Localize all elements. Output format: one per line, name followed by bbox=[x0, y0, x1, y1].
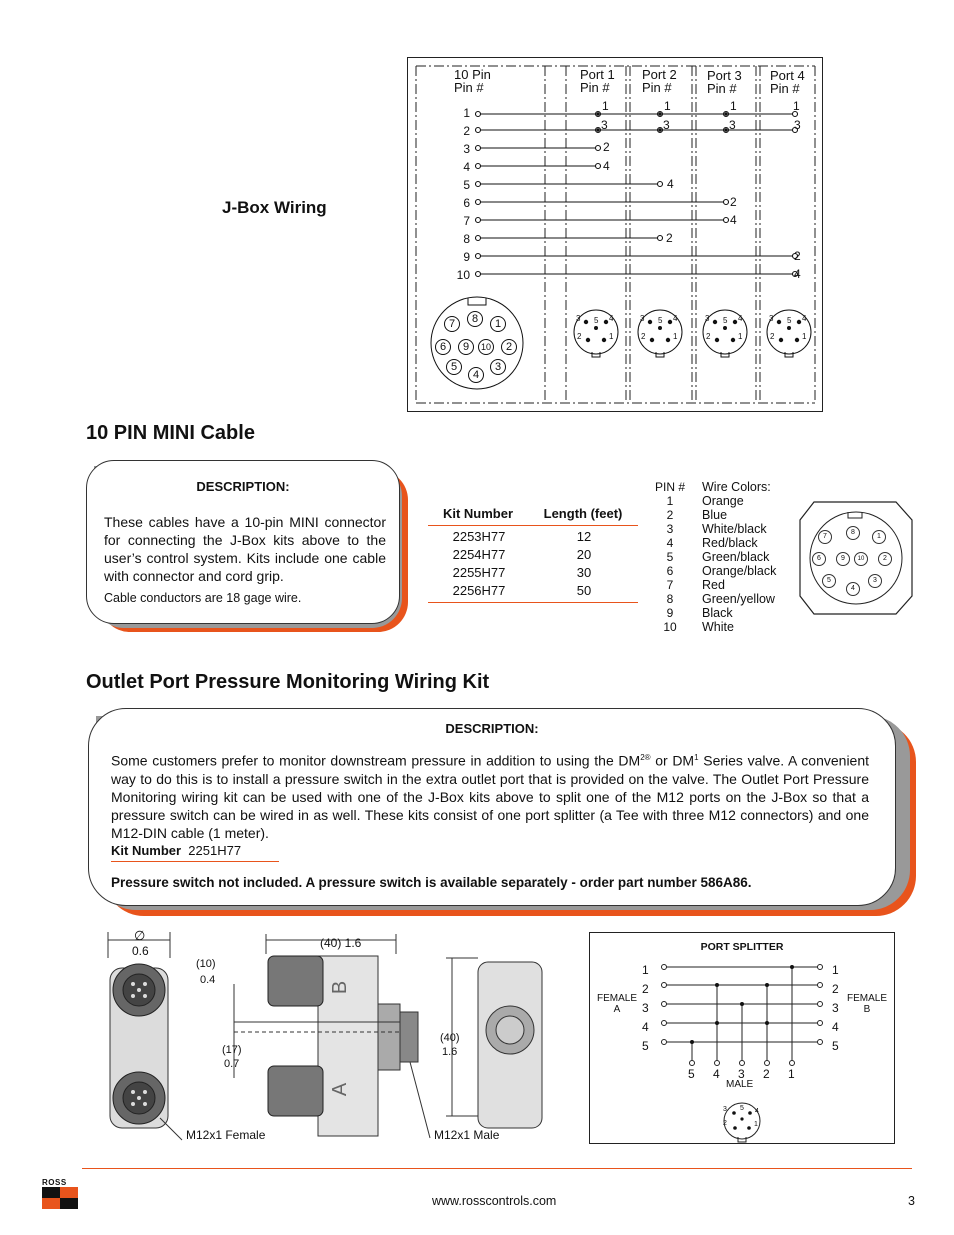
female-b-label bbox=[842, 993, 892, 1015]
female-a-label bbox=[592, 993, 642, 1015]
connector-pin: 10 bbox=[478, 339, 494, 355]
port-splitter-diagram bbox=[589, 932, 895, 1144]
header-line: Port 4 bbox=[770, 68, 805, 83]
connector-pin: 3 bbox=[769, 314, 774, 323]
kit-number: 2253H77 bbox=[452, 529, 506, 544]
dim-label: (40) 1.6 bbox=[320, 936, 362, 950]
length: 30 bbox=[576, 565, 592, 580]
connector-pin: 1 bbox=[609, 332, 614, 341]
pin: 3 bbox=[832, 1001, 839, 1015]
pin: 4 bbox=[666, 536, 674, 550]
pin: 1 bbox=[666, 494, 674, 508]
connector-pin: 1 bbox=[802, 332, 807, 341]
jbox-col-header-port4 bbox=[770, 69, 805, 95]
pin: 1 bbox=[642, 963, 649, 977]
dim-label: (40) bbox=[440, 1032, 460, 1044]
wire-color: Green/yellow bbox=[702, 592, 775, 606]
wire-color: Black bbox=[702, 606, 733, 620]
pin: 5 bbox=[832, 1039, 839, 1053]
connector-pin: 3 bbox=[723, 1106, 727, 1113]
outlet-heading: Outlet Port Pressure Monitoring Wiring Kit bbox=[86, 671, 490, 693]
pin: 10 bbox=[663, 620, 677, 634]
length: 20 bbox=[576, 547, 592, 562]
connector-pin: 5 bbox=[740, 1105, 744, 1112]
mini-cable-heading: 10 PIN MINI Cable bbox=[86, 422, 255, 444]
outlet-description-card bbox=[88, 708, 896, 906]
header-line: Pin # bbox=[642, 80, 672, 95]
connector-pin: 4 bbox=[673, 314, 678, 323]
wire-color: Green/black bbox=[702, 550, 770, 564]
svg-text:4: 4 bbox=[794, 267, 801, 281]
dim-label: 1.6 bbox=[442, 1046, 458, 1058]
connector-pin: 1 bbox=[490, 316, 506, 332]
pin: 4 bbox=[642, 1020, 649, 1034]
connector-pin: 7 bbox=[818, 530, 832, 544]
connector-pin: 3 bbox=[868, 574, 882, 588]
wire-color: White bbox=[702, 620, 734, 634]
wire-color: Orange bbox=[702, 494, 744, 508]
connector-pin: 5 bbox=[822, 574, 836, 588]
male-label: M12x1 Male bbox=[434, 1128, 500, 1142]
footer-url[interactable]: www.rosscontrols.com bbox=[432, 1194, 557, 1208]
pin: 3 bbox=[666, 522, 674, 536]
pin-number: 8 bbox=[463, 232, 470, 246]
pin: 5 bbox=[666, 550, 674, 564]
connector-pin: 3 bbox=[576, 314, 581, 323]
connector-pin: 5 bbox=[446, 359, 462, 375]
pin-header: PIN # bbox=[654, 480, 685, 494]
svg-text:3: 3 bbox=[794, 118, 801, 132]
kit-number-line bbox=[111, 843, 279, 862]
connector-pin: 2 bbox=[770, 332, 775, 341]
svg-text:3: 3 bbox=[601, 118, 608, 132]
svg-text:1: 1 bbox=[664, 99, 671, 113]
label-line: A bbox=[613, 1004, 621, 1015]
mini-connector-drawing bbox=[796, 498, 916, 618]
description-body bbox=[111, 749, 869, 842]
pin-number: 2 bbox=[463, 124, 470, 138]
connector-pin: 4 bbox=[755, 1108, 759, 1115]
header-line: Pin # bbox=[580, 80, 610, 95]
connector-pin: 9 bbox=[458, 339, 474, 355]
connector-pin: 6 bbox=[435, 339, 451, 355]
pin: 5 bbox=[642, 1039, 649, 1053]
wire-color: Blue bbox=[702, 508, 728, 522]
svg-text:2: 2 bbox=[603, 140, 610, 154]
kit-value: 2251H77 bbox=[188, 843, 242, 858]
connector-pin: 2 bbox=[641, 332, 646, 341]
wire-color-pins bbox=[652, 480, 688, 634]
pin-number: 9 bbox=[463, 250, 470, 264]
kit-number: 2254H77 bbox=[452, 547, 506, 562]
connector-pin: 2 bbox=[501, 339, 517, 355]
connector-pin: 2 bbox=[723, 1120, 727, 1127]
pin: 5 bbox=[688, 1067, 695, 1081]
connector-pin: 3 bbox=[640, 314, 645, 323]
kit-number: 2256H77 bbox=[452, 583, 506, 598]
jbox-diagram bbox=[407, 57, 823, 412]
pin: 2 bbox=[642, 982, 649, 996]
length: 50 bbox=[576, 583, 592, 598]
wire-header: Wire Colors: bbox=[702, 480, 771, 494]
svg-text:2: 2 bbox=[666, 231, 673, 245]
pin: 3 bbox=[738, 1067, 745, 1081]
svg-text:3: 3 bbox=[663, 118, 670, 132]
svg-text:3: 3 bbox=[729, 118, 736, 132]
footer-rule bbox=[82, 1168, 912, 1169]
jbox-pin-list bbox=[452, 106, 470, 286]
pin-number: 1 bbox=[463, 106, 470, 120]
superscript: 1 bbox=[694, 753, 699, 762]
splitter-drawing bbox=[100, 928, 560, 1148]
pin: 4 bbox=[713, 1067, 720, 1081]
connector-pin: 4 bbox=[609, 314, 614, 323]
body-part: or DM bbox=[650, 752, 695, 769]
connector-pin: 5 bbox=[723, 316, 728, 325]
connector-pin: 9 bbox=[836, 552, 850, 566]
kit-label: Kit Number bbox=[111, 843, 182, 858]
connector-pin: 8 bbox=[846, 526, 860, 540]
header-line: Pin # bbox=[454, 80, 484, 95]
wire-color: White/black bbox=[702, 522, 767, 536]
pin: 3 bbox=[642, 1001, 649, 1015]
description-note: Cable conductors are 18 gage wire. bbox=[104, 591, 302, 605]
pin-number: 4 bbox=[463, 160, 470, 174]
connector-pin: 4 bbox=[802, 314, 807, 323]
svg-text:4: 4 bbox=[667, 177, 674, 191]
table-row bbox=[428, 528, 638, 546]
body-part: Series valve. A convenient way to do this is to install a pressure switch in the extra outlet port that is provided on the valve. The Outlet Port Pressure Monitoring wiring kit can be used with one of the J-Box kits above to split one of the M12 ports on the J-Box so that a pressure switch can be wired in as well. These kits consist of one port splitter (a Tee with three M12 connectors) and one M12-DIN cable (1 meter). bbox=[111, 752, 870, 841]
male-label: MALE bbox=[726, 1079, 754, 1090]
table-row bbox=[428, 582, 638, 600]
header-line: Pin # bbox=[707, 81, 737, 96]
pin: 1 bbox=[832, 963, 839, 977]
jbox-col-header-port3 bbox=[707, 69, 742, 95]
header-line: Pin # bbox=[770, 81, 800, 96]
connector-pin: 2 bbox=[706, 332, 711, 341]
svg-text:1: 1 bbox=[793, 99, 800, 113]
jbox-col-header-10pin bbox=[454, 68, 491, 94]
pin: 4 bbox=[832, 1020, 839, 1034]
wire-color: Orange/black bbox=[702, 564, 777, 578]
label-line: FEMALE bbox=[596, 993, 637, 1004]
port-letter-b: B bbox=[329, 980, 352, 995]
svg-text:2: 2 bbox=[794, 249, 801, 263]
logo-text: ROSS bbox=[42, 1178, 67, 1187]
connector-pin: 1 bbox=[872, 530, 886, 544]
kit-number-header: Kit Number bbox=[442, 506, 514, 521]
header-line: Port 3 bbox=[707, 68, 742, 83]
body-part: Some customers prefer to monitor downstream pressure in addition to using the DM bbox=[111, 752, 641, 769]
dim-label: 0.7 bbox=[224, 1058, 240, 1070]
svg-text:1: 1 bbox=[602, 99, 609, 113]
page-number: 3 bbox=[908, 1194, 915, 1208]
dim-label: (17) bbox=[222, 1044, 242, 1056]
connector-pin: 1 bbox=[754, 1121, 758, 1128]
description-title: DESCRIPTION: bbox=[445, 721, 539, 736]
pin-number: 5 bbox=[463, 178, 470, 192]
right-pin-list bbox=[832, 961, 839, 1056]
pin: 6 bbox=[666, 564, 674, 578]
jbox-col-header-port1 bbox=[580, 68, 615, 94]
superscript: 2® bbox=[640, 753, 651, 762]
pin-number: 7 bbox=[463, 214, 470, 228]
kit-table bbox=[428, 506, 638, 603]
pin-number: 6 bbox=[463, 196, 470, 210]
pin-number: 3 bbox=[463, 142, 470, 156]
note: Pressure switch not included. A pressure switch is available separately - order part number 586A86. bbox=[111, 875, 752, 890]
kit-number: 2255H77 bbox=[452, 565, 506, 580]
jbox-col-header-port2 bbox=[642, 68, 677, 94]
description-title: DESCRIPTION: bbox=[196, 479, 290, 494]
pin: 7 bbox=[666, 578, 674, 592]
wire-color: Red/black bbox=[702, 536, 758, 550]
female-label: M12x1 Female bbox=[186, 1128, 266, 1142]
header-line: 10 Pin bbox=[454, 67, 491, 82]
label-line: FEMALE bbox=[846, 993, 887, 1004]
left-pin-list bbox=[642, 961, 649, 1056]
connector-pin: 1 bbox=[673, 332, 678, 341]
pin: 8 bbox=[666, 592, 674, 606]
connector-pin: 10 bbox=[854, 552, 868, 566]
mini-cable-description-card bbox=[86, 460, 400, 624]
pin: 2 bbox=[763, 1067, 770, 1081]
pin: 1 bbox=[788, 1067, 795, 1081]
splitter-title: PORT SPLITTER bbox=[700, 941, 784, 953]
logo-mark-icon bbox=[42, 1187, 78, 1209]
connector-pin: 6 bbox=[812, 552, 826, 566]
connector-pin: 4 bbox=[738, 314, 743, 323]
dim-label: (10) bbox=[196, 958, 216, 970]
ross-logo bbox=[42, 1178, 82, 1209]
description-body: These cables have a 10-pin MINI connector for connecting the J-Box kits above to the user’s control system. Kits include one cable with connector and cord grip. bbox=[104, 514, 386, 584]
port-letter-a: A bbox=[329, 1082, 352, 1097]
connector-pin: 5 bbox=[787, 316, 792, 325]
header-line: Port 1 bbox=[580, 67, 615, 82]
pin: 9 bbox=[666, 606, 674, 620]
pin: 2 bbox=[832, 982, 839, 996]
svg-text:4: 4 bbox=[603, 159, 610, 173]
table-row bbox=[428, 546, 638, 564]
connector-pin: 4 bbox=[846, 582, 860, 596]
connector-pin: 3 bbox=[490, 359, 506, 375]
connector-pin: 3 bbox=[705, 314, 710, 323]
svg-text:2: 2 bbox=[730, 195, 737, 209]
pin: 2 bbox=[666, 508, 674, 522]
connector-pin: 1 bbox=[738, 332, 743, 341]
svg-text:4: 4 bbox=[730, 213, 737, 227]
length-header: Length (feet) bbox=[543, 506, 623, 521]
dim-label: 0.4 bbox=[200, 974, 216, 986]
header-line: Port 2 bbox=[642, 67, 677, 82]
jbox-title: J-Box Wiring bbox=[222, 198, 327, 217]
connector-pin: 2 bbox=[577, 332, 582, 341]
table-row bbox=[428, 564, 638, 582]
connector-pin: 7 bbox=[444, 316, 460, 332]
wire-color: Red bbox=[702, 578, 725, 592]
connector-pin: 2 bbox=[878, 552, 892, 566]
connector-pin: 8 bbox=[467, 311, 483, 327]
connector-pin: 5 bbox=[658, 316, 663, 325]
connector-pin: 4 bbox=[468, 367, 484, 383]
connector-pin: 5 bbox=[594, 316, 599, 325]
wire-color-list bbox=[702, 480, 776, 634]
diameter-icon: ∅ bbox=[134, 928, 146, 943]
dim-label: 0.6 bbox=[132, 944, 149, 958]
label-line: B bbox=[863, 1004, 871, 1015]
length: 12 bbox=[576, 529, 592, 544]
pin-number: 10 bbox=[456, 268, 470, 282]
svg-text:1: 1 bbox=[730, 99, 737, 113]
